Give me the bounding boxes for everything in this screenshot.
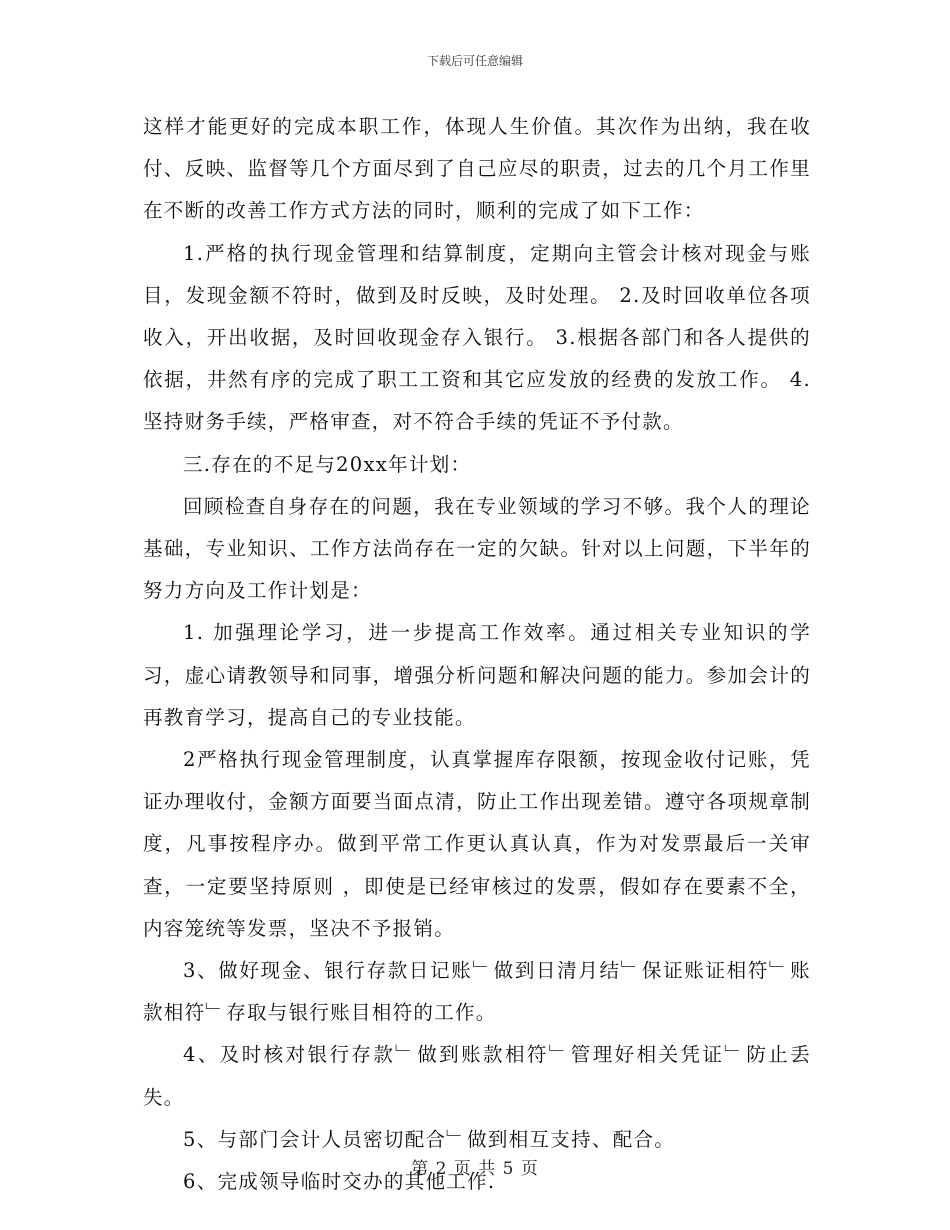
- paragraph-duties-list: 1.严格的执行现金管理和结算制度，定期向主管会计核对现金与账目，发现金额不符时，做到及时反映，及时处理。 2.及时回收单位各项收入，开出收据，及时回收现金存入银行。 3.根据各部门和各人提供的依据，井然有序的完成了职工工资和其它应发放的经费的发放工作。 4.坚持财务手续，严格审查，对不符合手续的凭证不予付款。: [143, 241, 811, 434]
- document-body: [143, 106, 811, 1203]
- paragraph-review: 回顾检查自身存在的问题，我在专业领域的学习不够。我个人的理论基础，专业知识、工作方法尚存在一定的欠缺。针对以上问题，下半年的努力方向及工作计划是：: [143, 494, 811, 603]
- plan-item-5: 5、与部门会计人员密切配合﹂做到相互支持、配合。: [183, 1127, 676, 1151]
- page-header: 下载后可任意编辑: [426, 54, 523, 68]
- plan-item-3: 3、做好现金、银行存款日记账﹂做到日清月结﹂保证账证相符﹂账款相符﹂存取与银行账目相符的工作。: [143, 959, 811, 1025]
- plan-item-6: 6、完成领导临时交办的其他工作.: [183, 1170, 496, 1194]
- page-footer: 第 2 页 共 5 页: [411, 1159, 539, 1179]
- paragraph-intro: 这样才能更好的完成本职工作，体现人生价值。其次作为出纳，我在收付、反映、监督等几个方面尽到了自己应尽的职责，过去的几个月工作里在不断的改善工作方式方法的同时，顺利的完成了如下工作：: [143, 115, 811, 223]
- plan-item-4: 4、及时核对银行存款﹂做到账款相符﹂管理好相关凭证﹂防止丢失。: [143, 1043, 811, 1109]
- plan-item-2: 2严格执行现金管理制度，认真掌握库存限额，按现金收付记账，凭证办理收付，金额方面要当面点清，防止工作出现差错。遵守各项规章制度，凡事按程序办。做到平常工作更认真认真，作为对发票最后一关审查，一定要坚持原则 ，即使是已经审核过的发票，假如存在要素不全，内容笼统等发票，坚决不予报销。: [143, 748, 811, 940]
- plan-item-1: 1. 加强理论学习，进一步提高工作效率。通过相关专业知识的学习，虚心请教领导和同事，增强分析问题和解决问题的能力。参加会计的再教育学习，提高自己的专业技能。: [143, 621, 811, 729]
- section-heading-shortcomings-plan: 三.存在的不足与20xx年计划：: [183, 452, 472, 476]
